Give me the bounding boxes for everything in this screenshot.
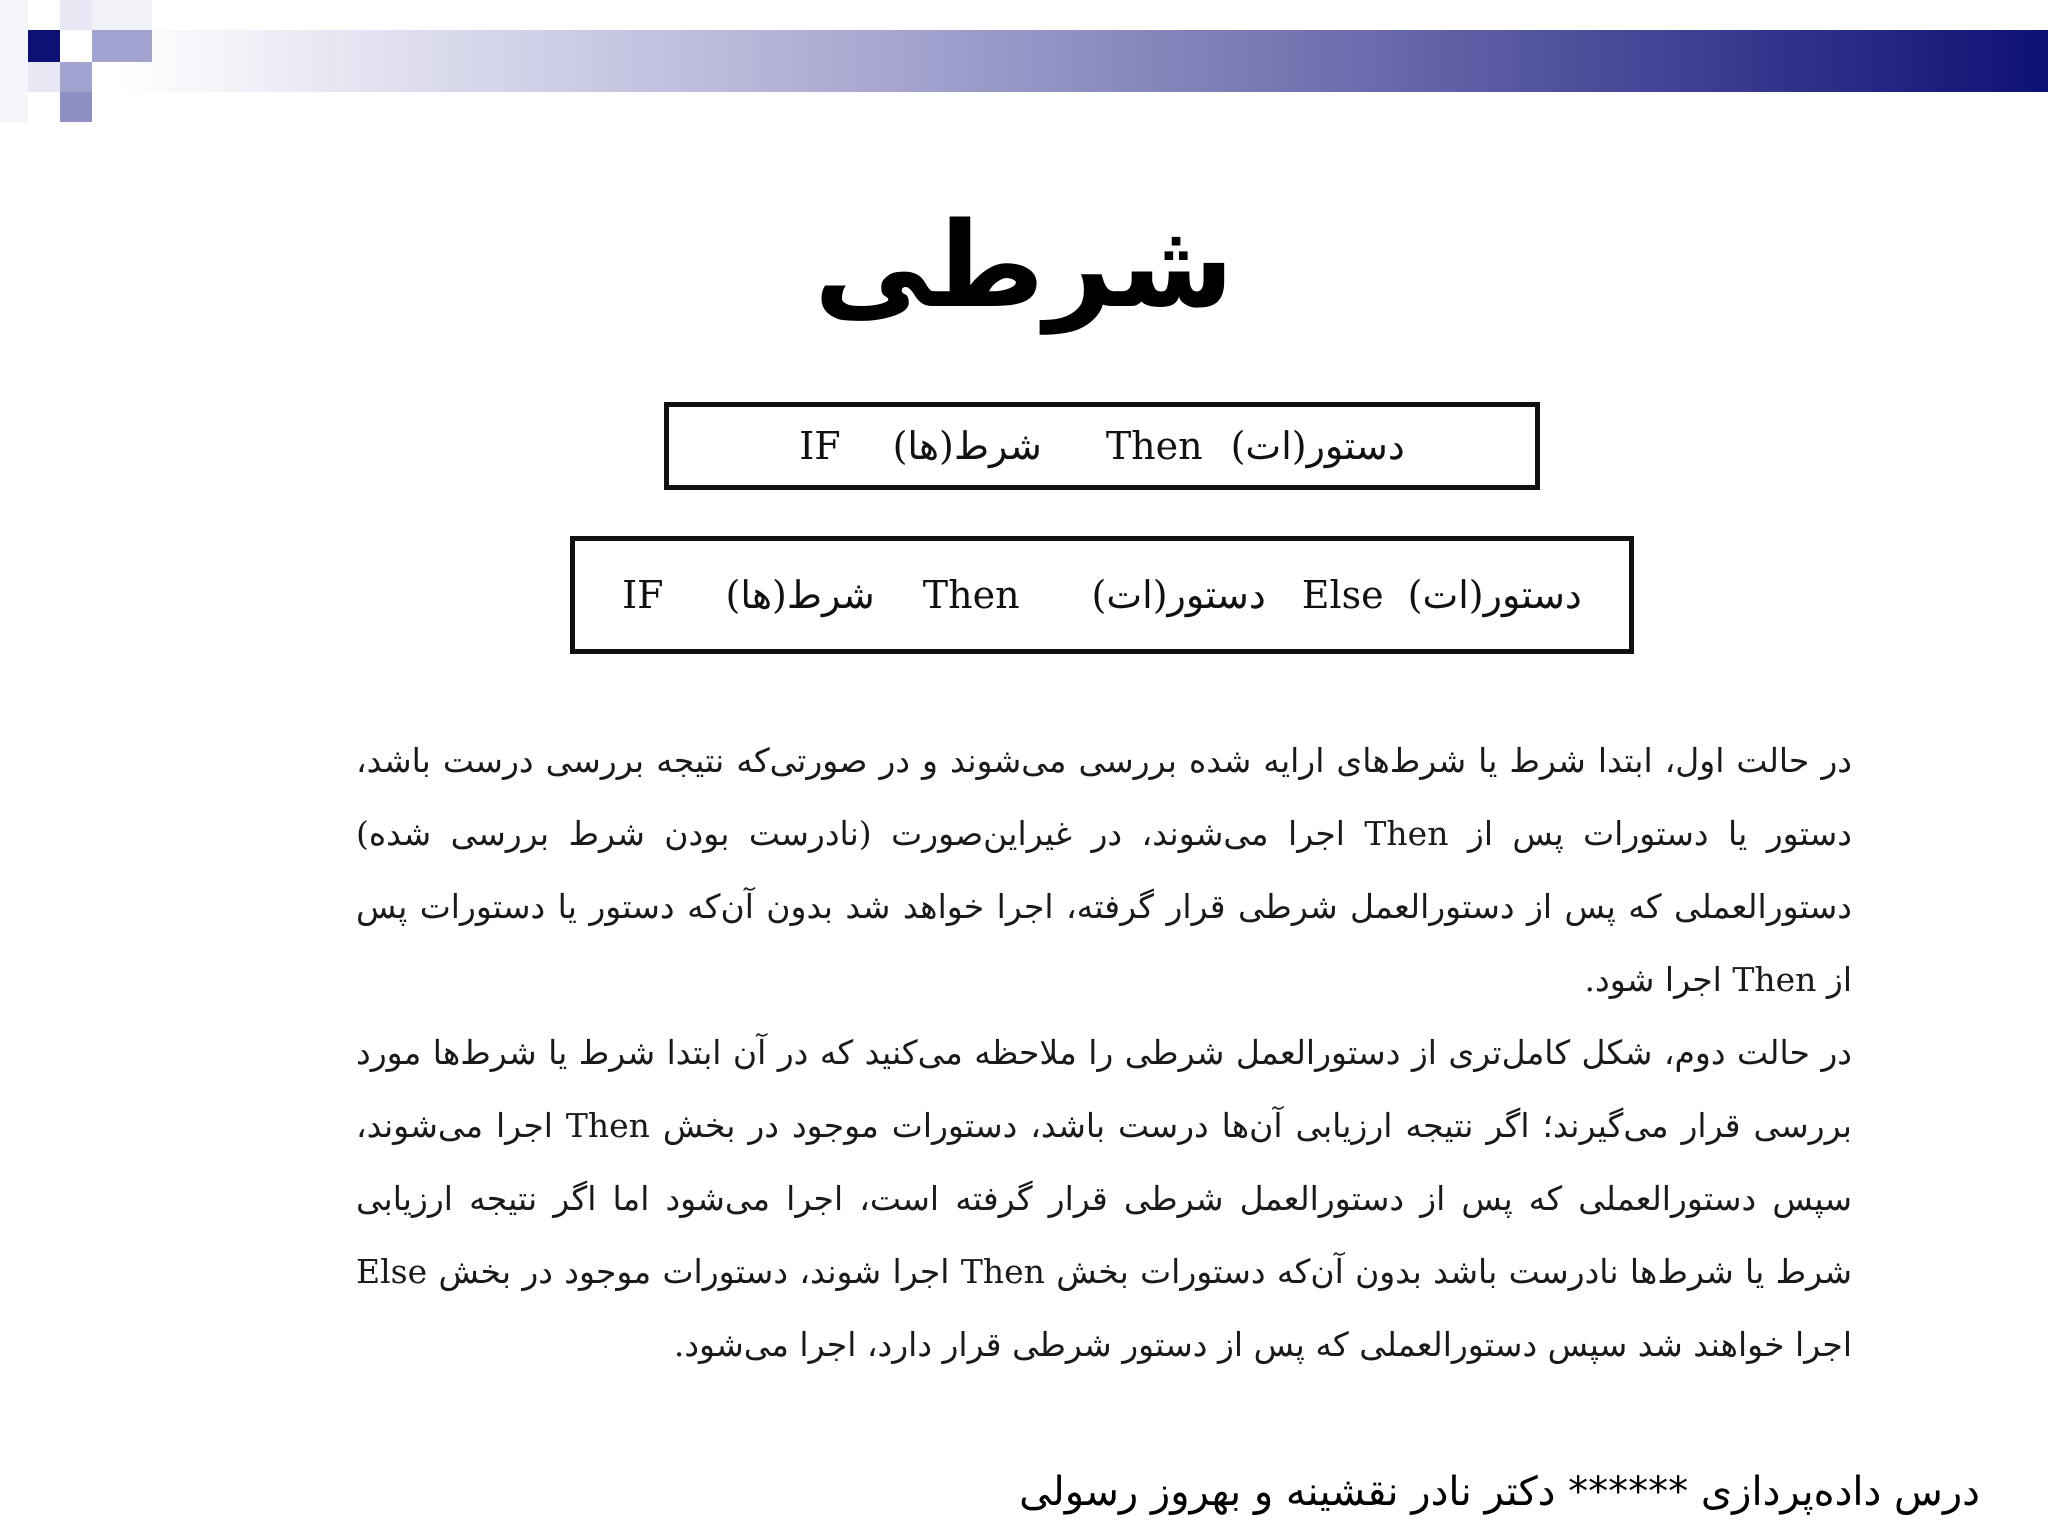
syntax-box-if-then — [664, 402, 1540, 490]
paragraph-second-case: در حالت دوم، شکل کامل‌تری از دستورالعمل شرطی را ملاحظه می‌کنید که در آن ابتدا شرط یا شرط‌ها مورد بررسی قرار می‌گیرند؛ اگر نتیجه ارزیابی آن‌ها درست باشد، دستورات موجود در بخش Then اجرا می‌شوند، سپس دستورالعملی که پس از دستورالعمل شرطی قرار گرفته است، اجرا می‌شود اما اگر نتیجه ارزیابی شرط یا شرط‌ها نادرست باشد بدون آن‌که دستورات بخش Then اجرا شوند، دستورات موجود در بخش Else اجرا خواهند شد سپس دستورالعملی که پس از دستور شرطی قرار دارد، اجرا می‌شود. — [356, 1033, 1852, 1364]
statements-label: دستور(ات) — [1230, 424, 1405, 468]
header-decoration-square — [60, 0, 92, 30]
header-gradient-bar — [120, 30, 2048, 92]
conditions-label: شرط(ها) — [725, 573, 875, 617]
slide-title: شرطی — [814, 196, 1234, 334]
header-decoration-square — [28, 62, 60, 92]
keyword-if: IF — [622, 573, 664, 617]
header-decoration-square — [60, 62, 92, 92]
keyword-if: IF — [799, 424, 841, 468]
syntax-box-if-then-else — [570, 536, 1634, 654]
keyword-else: Else — [1301, 573, 1384, 617]
conditions-label: شرط(ها) — [892, 424, 1042, 468]
header-decoration-square — [60, 92, 92, 122]
paragraph-first-case: در حالت اول، ابتدا شرط یا شرط‌های ارایه شده بررسی می‌شوند و در صورتی‌که نتیجه بررسی درست باشد، دستور یا دستورات پس از Then اجرا می‌شوند، در غیراین‌صورت (نادرست بودن شرط بررسی شده) دستورالعملی که پس از دستورالعمل شرطی قرار گرفته، اجرا خواهد شد بدون آن‌که دستور یا دستورات پس از Then اجرا شود. — [356, 741, 1853, 999]
header-decoration-strip — [0, 0, 28, 122]
statements-else-label: دستور(ات) — [1407, 573, 1582, 617]
slide-footer: درس داده‌پردازی ****** دکتر نادر نقشینه و بهروز رسولی — [1019, 1469, 1980, 1515]
statements-then-label: دستور(ات) — [1091, 573, 1266, 617]
header-decoration-square — [92, 30, 152, 62]
header-decoration-square — [92, 0, 152, 30]
explanation-text — [356, 724, 1852, 1381]
keyword-then: Then — [1105, 424, 1203, 468]
header-decoration-square — [28, 30, 60, 62]
keyword-then: Then — [922, 573, 1020, 617]
